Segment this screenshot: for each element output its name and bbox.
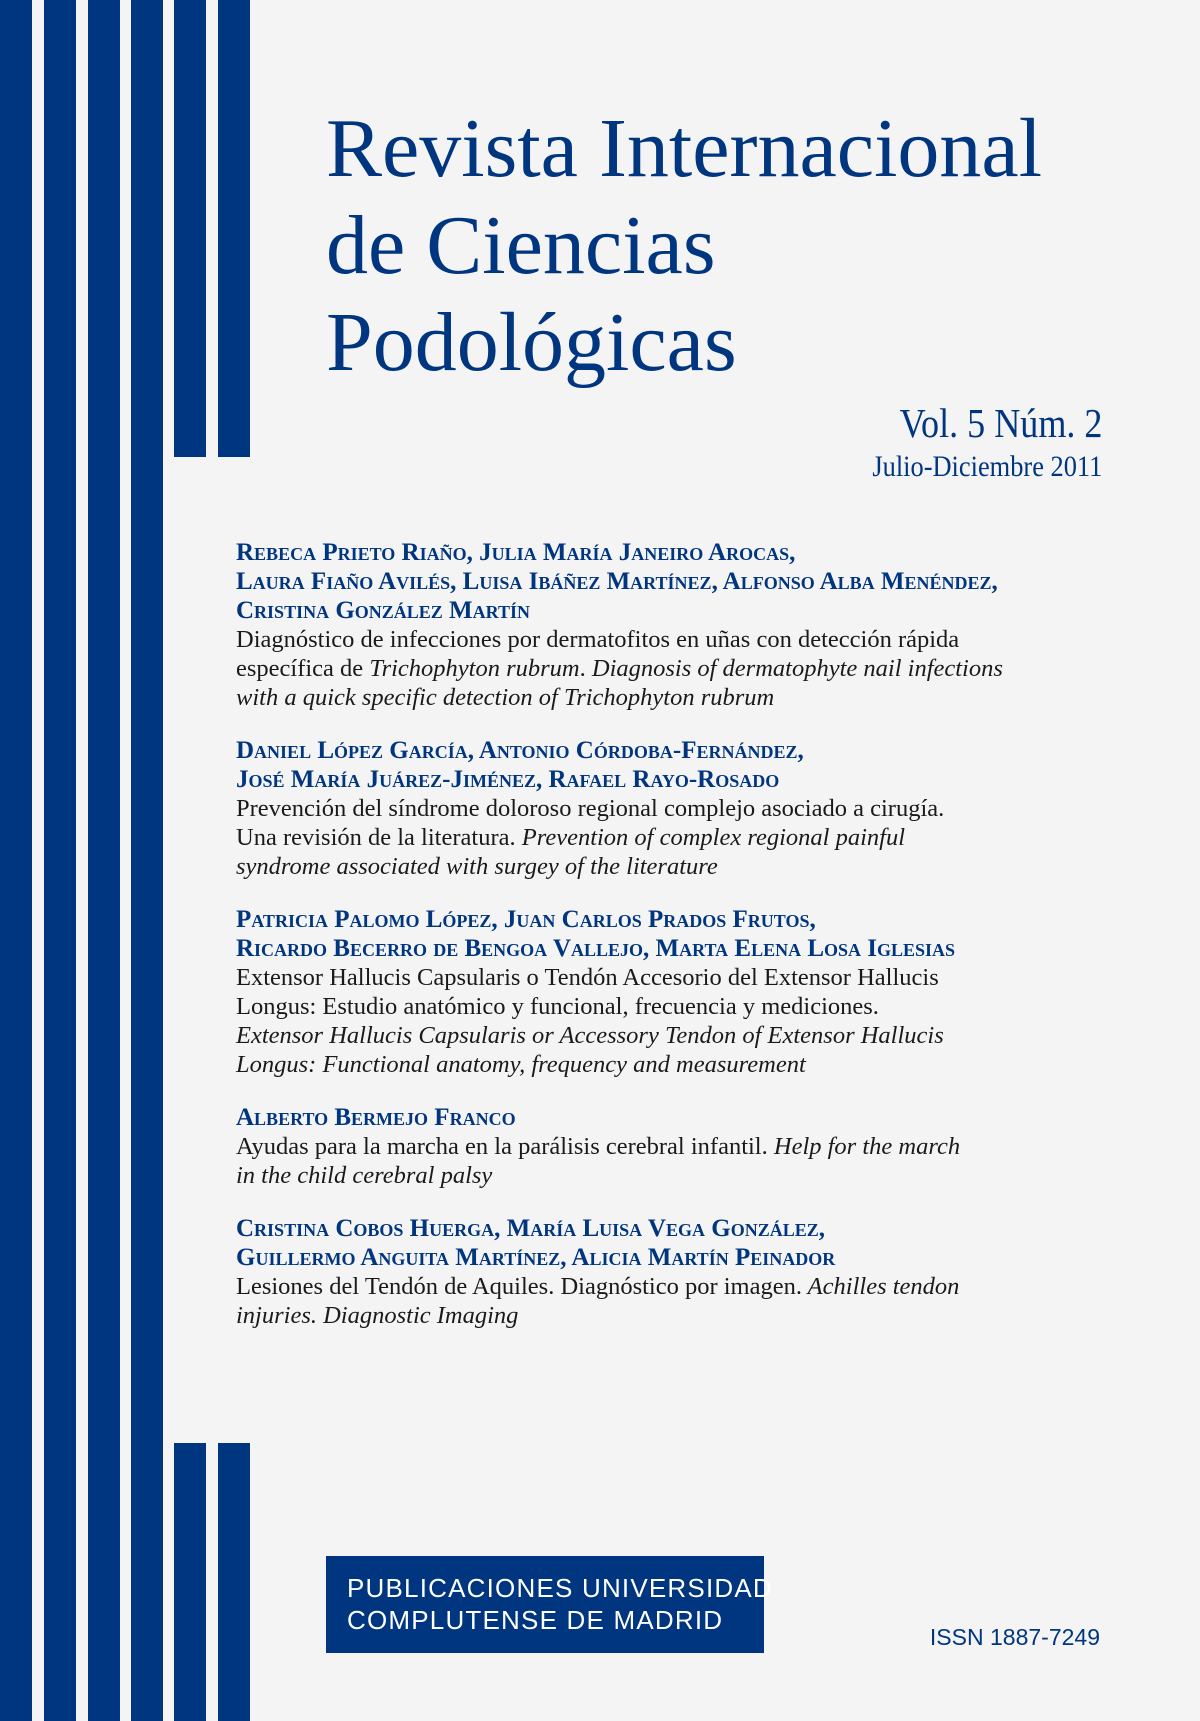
article-entry [236, 1103, 1136, 1190]
title-line: Extensor Hallucis Capsularis o Tendón Accesorio del Extensor Hallucis [236, 964, 939, 991]
author-line: Patricia Palomo López, Juan Carlos Prados Frutos, [236, 906, 816, 933]
title-text: específica de [236, 655, 370, 682]
cover-stripe-short-top [218, 0, 250, 457]
article-authors [236, 1103, 1136, 1132]
title-line: Prevención del síndrome doloroso regional complejo asociado a cirugía. [236, 795, 945, 822]
author-line: José María Juárez-Jiménez, Rafael Rayo-Rosado [236, 766, 780, 793]
article-entry [236, 736, 1136, 881]
author-line: Alberto Bermejo Franco [236, 1104, 516, 1131]
article-entry [236, 905, 1136, 1079]
cover-stripe [131, 0, 163, 1721]
article-title [236, 625, 1136, 712]
issn-number: ISSN 1887-7249 [929, 1624, 1100, 1650]
volume-number: Vol. 5 Núm. 2 [899, 400, 1102, 446]
cover-stripe [88, 0, 120, 1721]
article-authors [236, 905, 1136, 963]
article-authors [236, 736, 1136, 794]
publisher-line: COMPLUTENSE DE MADRID [347, 1605, 724, 1635]
article-title [236, 1132, 1136, 1190]
title-text: Ayudas para la marcha en la parálisis cerebral infantil. [236, 1133, 768, 1160]
article-title [236, 794, 1136, 881]
english-title: Prevention of complex regional painful [515, 824, 906, 851]
article-title [236, 963, 1136, 1079]
cover-stripe-short-top [174, 0, 206, 457]
article-title [236, 1272, 1136, 1330]
english-title-line: Extensor Hallucis Capsularis or Accessory Tendon of Extensor Hallucis [236, 1022, 944, 1049]
journal-title-line: de Ciencias [326, 199, 716, 292]
english-title: Help for the march [767, 1133, 961, 1160]
publisher-line: PUBLICACIONES UNIVERSIDAD [347, 1573, 773, 1603]
author-line: Cristina González Martín [236, 597, 531, 624]
english-title-line: Longus: Functional anatomy, frequency and measurement [236, 1051, 806, 1078]
english-title: Diagnosis of dermatophyte nail infections [585, 655, 1003, 682]
cover-stripe [0, 0, 32, 1721]
article-entry [236, 538, 1136, 712]
cover-stripe [44, 0, 76, 1721]
title-text: Una revisión de la literatura. [236, 824, 516, 851]
title-line [236, 1132, 1136, 1161]
journal-title [326, 100, 1156, 391]
cover-stripe-short-bottom [174, 1443, 206, 1721]
author-line: Ricardo Becerro de Bengoa Vallejo, Marta Elena Losa Iglesias [236, 935, 956, 962]
english-title-line: syndrome associated with surgey of the literature [236, 853, 718, 880]
title-text: Lesiones del Tendón de Aquiles. Diagnóstico por imagen. [236, 1273, 802, 1300]
article-authors [236, 538, 1136, 625]
author-line: Cristina Cobos Huerga, María Luisa Vega González, [236, 1215, 825, 1242]
title-line: Longus: Estudio anatómico y funcional, frecuencia y mediciones. [236, 993, 879, 1020]
author-line: Guillermo Anguita Martínez, Alicia Martín Peinador [236, 1244, 836, 1271]
article-entry [236, 1214, 1136, 1330]
english-title-line: in the child cerebral palsy [236, 1162, 493, 1189]
english-title-line: with a quick specific detection of Trichophyton rubrum [236, 684, 775, 711]
author-line: Daniel López García, Antonio Córdoba-Fernández, [236, 737, 804, 764]
title-line [236, 1272, 1136, 1301]
title-text: . [579, 655, 586, 682]
article-authors [236, 1214, 1136, 1272]
issue-date: Julio-Diciembre 2011 [872, 450, 1102, 483]
journal-title-line: Revista Internacional [326, 102, 1043, 195]
publisher-logo-box [326, 1556, 773, 1653]
english-title: Achilles tendon [802, 1273, 960, 1300]
cover-stripe-short-bottom [218, 1443, 250, 1721]
table-of-contents [236, 538, 1136, 1354]
title-line [236, 823, 1136, 852]
species-name: Trichophyton rubrum [369, 655, 580, 682]
english-title-line: injuries. Diagnostic Imaging [236, 1302, 519, 1329]
title-line [236, 654, 1136, 683]
title-line: Diagnóstico de infecciones por dermatofitos en uñas con detección rápida [236, 626, 960, 653]
author-line: Rebeca Prieto Riaño, Julia María Janeiro Arocas, [236, 539, 796, 566]
journal-title-line: Podológicas [326, 296, 737, 389]
author-line: Laura Fiaño Avilés, Luisa Ibáñez Martínez, Alfonso Alba Menéndez, [236, 568, 998, 595]
